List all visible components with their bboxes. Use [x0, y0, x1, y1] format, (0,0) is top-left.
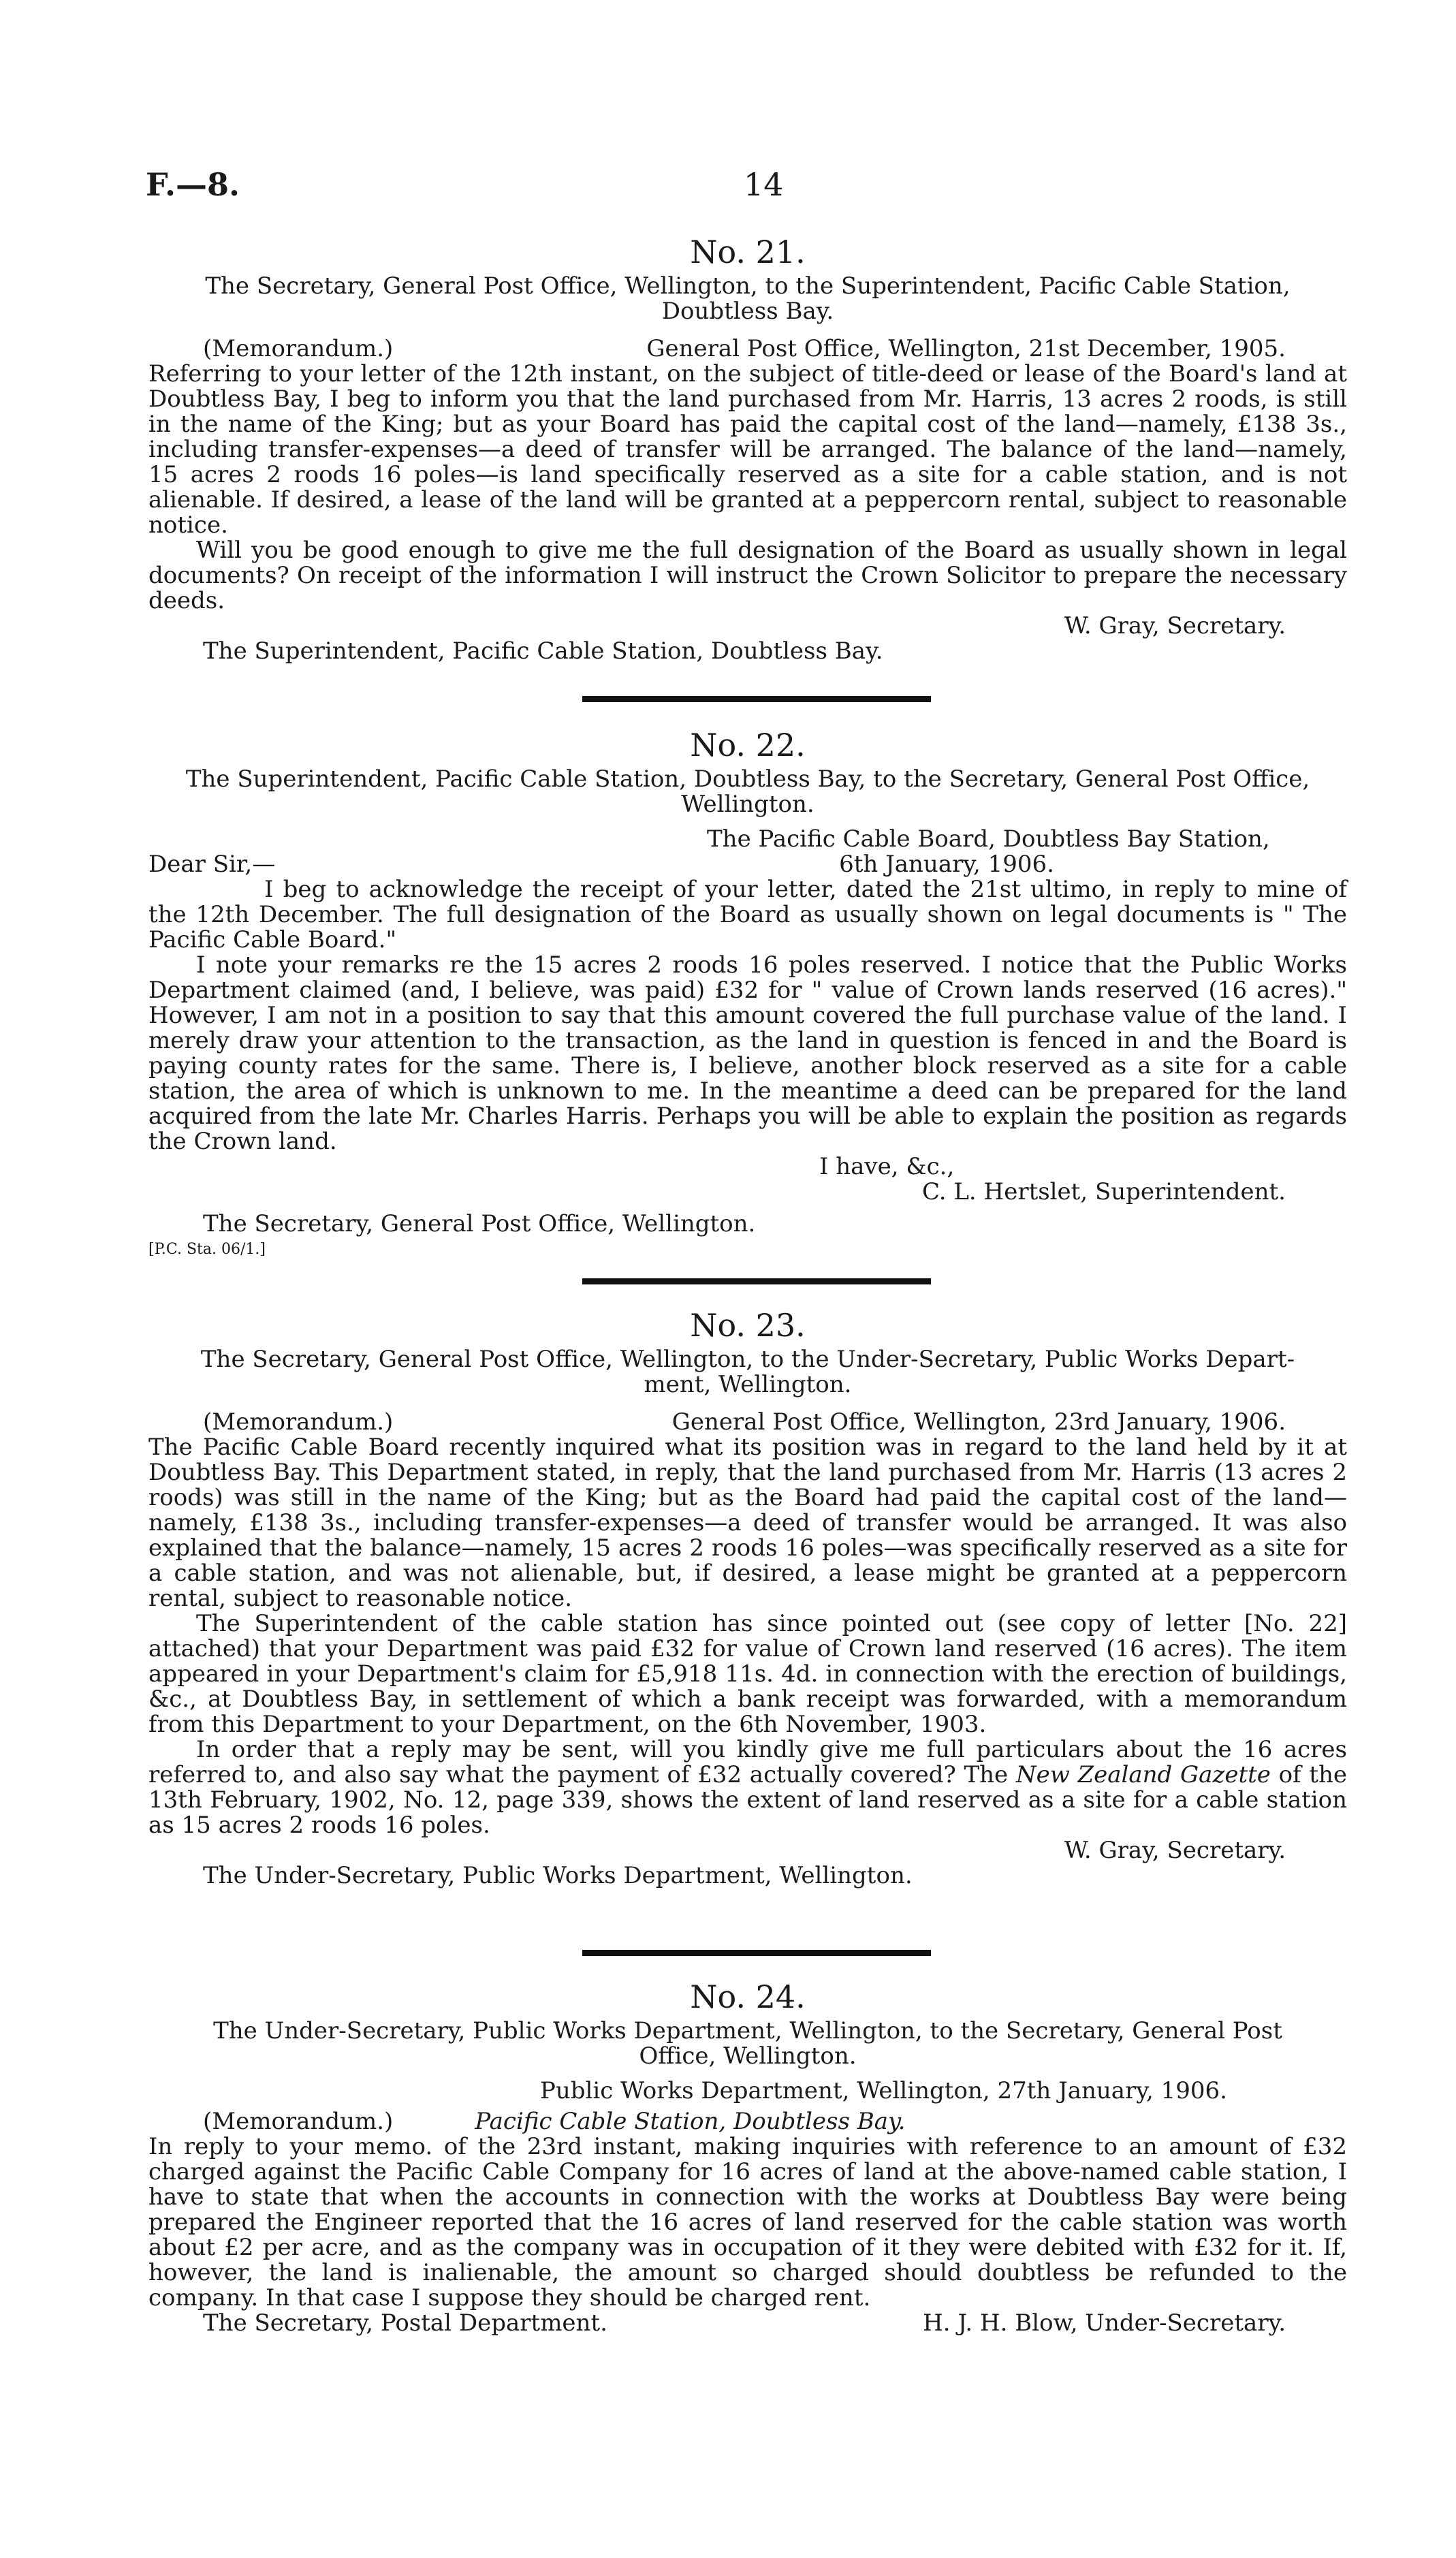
memo-label: (Memorandum.)	[203, 1408, 394, 1436]
paragraph-text: of the 13th February, 1902, No. 12, page 339, shows the extent of land reserved as a site for a cable station as 15 acres 2 roods 16 poles.	[148, 1761, 1347, 1839]
section-divider	[582, 1278, 931, 1284]
letter-from-to: The Secretary, General Post Office, Wellington, to the Superintendent, Pacific Cable Station,	[205, 272, 1291, 300]
memo-label: (Memorandum.)	[203, 2108, 394, 2135]
salutation: Dear Sir,—	[148, 851, 276, 878]
letter-no-22	[148, 727, 1347, 1262]
page-number: 14	[744, 166, 784, 203]
letter-from-to: The Secretary, General Post Office, Wellington, to the Under-Secretary, Public Works Depart-	[200, 1346, 1295, 1373]
memo-line	[148, 1410, 1347, 1435]
letter-body: Referring to your letter of the 12th instant, on the subject of title-deed or lease of the Board's land at Doubtless Bay, I beg to inform you that the land purchased from Mr. Harris, 13 acres 2 roods, is still in the name of the King; but as your Board has paid the capital cost of the land—namely, £138 3s., including transfer-expenses—a deed of transfer will be arranged. The balance of the land—namely, 15 acres 2 roods 16 poles—is land specifically reserved as a site for a cable station, and is not alienable. If desired, a lease of the land will be granted at a peppercorn rental, subject to reasonable notice.	[148, 360, 1347, 539]
gazette-title: New Zealand Gazette	[1015, 1761, 1271, 1788]
letter-title: No. 23.	[690, 1307, 806, 1344]
letter-title: No. 21.	[690, 234, 806, 270]
letter-from-to-cont: Doubtless Bay.	[661, 298, 834, 325]
paragraph-text: In order that a reply may be sent, will you kindly give me full particulars about the 16 acres referred to, and also say what the payment of £32 actually covered? The	[148, 1736, 1347, 1788]
closing: I have, &c.,	[819, 1153, 955, 1180]
document-reference: F.—8.	[146, 166, 240, 203]
dateline: General Post Office, Wellington, 21st December, 1905.	[646, 335, 1286, 362]
letter-no-21	[148, 234, 1347, 664]
dateline: General Post Office, Wellington, 23rd January, 1906.	[671, 1408, 1286, 1436]
letter-no-23	[148, 1308, 1347, 1889]
letter-title: No. 24.	[690, 1978, 806, 2015]
letter-paragraph: The Superintendent of the cable station has since pointed out (see copy of letter [No. 22] attached) that your Department was paid £32 for value of Crown land reserved (16 acres). The item appeared in your Department's claim for £5,918 11s. 4d. in connection with the erection of buildings, &c., at Doubtless Bay, in settlement of which a bank receipt was forwarded, with a memorandum from this Department to your Department, on the 6th November, 1903.	[148, 1610, 1347, 1738]
letter-paragraph	[148, 1737, 1347, 1838]
section-divider	[582, 1950, 931, 1956]
letter-body: The Pacific Cable Board recently inquired what its position was in regard to the land held by it at Doubtless Bay. This Department stated, in reply, that the land purchased from Mr. Harris (13 acres 2 roods) was still in the name of the King; but as the Board had paid the capital cost of the land—namely, £138 3s., including transfer-expenses—a deed of transfer would be arranged. It was also explained that the balance—namely, 15 acres 2 roods 16 poles—was specifically reserved as a site for a cable station, and was not alienable, but, if desired, a lease might be granted at a peppercorn rental, subject to reasonable notice.	[148, 1434, 1347, 1612]
letter-paragraph: I note your remarks re the 15 acres 2 roods 16 poles reserved. I notice that the Public Works Department claimed (and, I believe, was paid) £32 for " value of Crown lands reserved (16 acres)." However, I am not in a position to say that this amount covered the full purchase value of the land. I merely draw your attention to the transaction, as the land in question is fenced in and the Board is paying county rates for the same. There is, I believe, another block reserved as a site for a cable station, the area of which is unknown to me. In the meantime a deed can be prepared for the land acquired from the late Mr. Charles Harris. Perhaps you will be able to explain the position as regards the Crown land.	[148, 951, 1347, 1155]
letter-body: In reply to your memo. of the 23rd instant, making inquiries with reference to an amount of £32 charged against the Pacific Cable Company for 16 acres of land at the above-named cable station, I have to state that when the accounts in connection with the works at Doubtless Bay were being prepared the Engineer reported that the 16 acres of land reserved for the cable station was worth about £2 per acre, and as the company was in occupation of it they were debited with £32 for it. If, however, the land is inalienable, the amount so charged should doubtless be refunded to the company. In that case I suppose they should be charged rent.	[148, 2133, 1347, 2311]
letter-from-to: The Under-Secretary, Public Works Department, Wellington, to the Secretary, General Post	[213, 2017, 1282, 2044]
letter-paragraph: I beg to acknowledge the receipt of your letter, dated the 21st ultimo, in reply to mine of the 12th December. The full designation of the Board as usually shown on legal documents is " The Pacific Cable Board."	[148, 876, 1347, 953]
signature: W. Gray, Secretary.	[1064, 1837, 1286, 1864]
addressee: The Secretary, General Post Office, Wellington.	[203, 1210, 756, 1237]
letter-title: No. 22.	[690, 727, 806, 763]
signature: H. J. H. Blow, Under-Secretary.	[923, 2309, 1286, 2337]
address-line: The Pacific Cable Board, Doubtless Bay Station,	[707, 825, 1270, 853]
letter-no-24	[148, 1979, 1347, 2336]
addressee: The Secretary, Postal Department.	[203, 2309, 607, 2337]
memo-line	[148, 336, 1347, 362]
letter-date: 6th January, 1906.	[839, 851, 1054, 878]
letter-from-to: The Superintendent, Pacific Cable Station, Doubtless Bay, to the Secretary, General Post Office,	[185, 765, 1310, 793]
letter-paragraph: Will you be good enough to give me the full designation of the Board as usually shown in legal documents? On receipt of the information I will instruct the Crown Solicitor to prepare the necessary deeds.	[148, 537, 1347, 614]
addressee: The Under-Secretary, Public Works Department, Wellington.	[203, 1862, 913, 1889]
salutation-line	[148, 852, 1347, 877]
letter-from-to-cont: ment, Wellington.	[644, 1371, 852, 1398]
memo-label: (Memorandum.)	[203, 335, 394, 362]
letter-from-to-cont: Wellington.	[681, 791, 814, 818]
letter-from-to-cont: Office, Wellington.	[639, 2042, 857, 2070]
addressee: The Superintendent, Pacific Cable Station, Doubtless Bay.	[203, 637, 883, 665]
section-divider	[582, 696, 931, 702]
memo-subject: Pacific Cable Station, Doubtless Bay.	[475, 2108, 906, 2135]
file-reference: [P.C. Sta. 06/1.]	[148, 1241, 266, 1258]
memo-line	[148, 2109, 1347, 2134]
signature: C. L. Hertslet, Superintendent.	[921, 1178, 1286, 1205]
closing-line	[148, 2311, 1347, 2336]
dateline: Public Works Department, Wellington, 27th January, 1906.	[540, 2077, 1227, 2104]
signature: W. Gray, Secretary.	[1064, 612, 1286, 640]
